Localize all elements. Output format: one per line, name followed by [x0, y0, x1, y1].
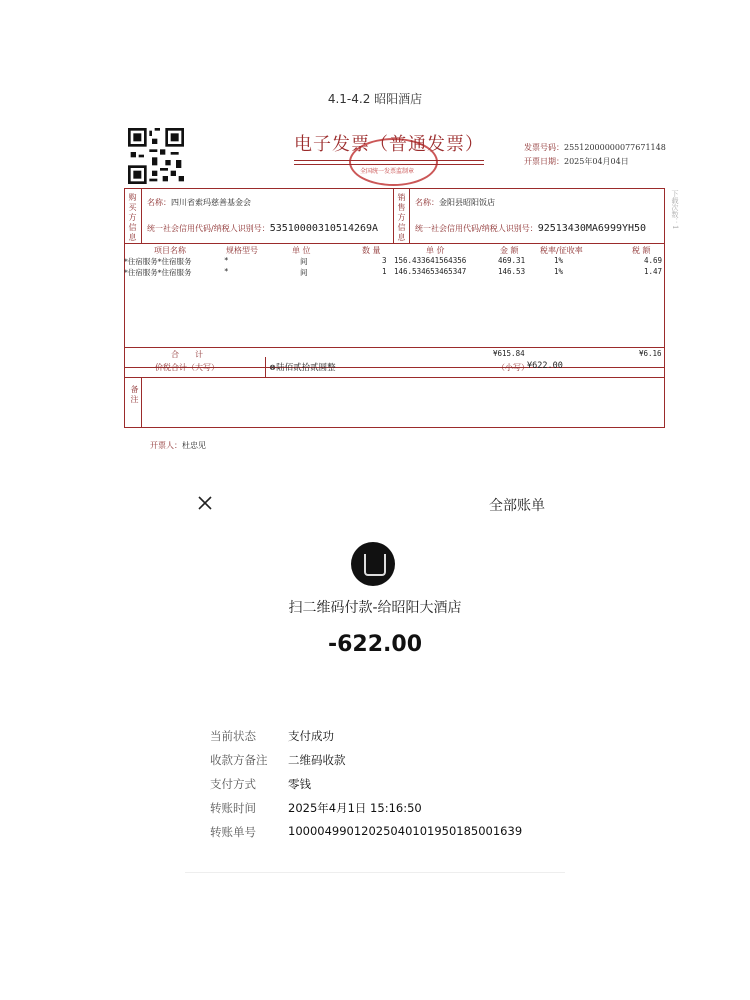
grand-small-label: （小写）: [497, 363, 529, 372]
remark-label: 备注: [130, 385, 139, 405]
col-rate: 税率/征收率: [540, 246, 583, 255]
detail-row-transfer-no: 转账单号 10000499012025040101950185001639: [210, 824, 523, 839]
total-label: 合 计: [171, 350, 203, 359]
download-count-mark: 下载次数：1: [671, 190, 679, 230]
divider: [185, 872, 565, 873]
total-tax: ¥6.16: [639, 349, 662, 358]
all-bills-link[interactable]: 全部账单: [489, 498, 545, 514]
invoice-heading: 电子发票（普通发票）: [294, 134, 484, 155]
buyer-name: 名称：四川省索玛慈善基金会: [147, 198, 251, 207]
qr-code-icon: [128, 128, 184, 184]
col-tax: 税 额: [632, 246, 651, 255]
heading-underline: [294, 160, 484, 165]
col-spec: 规格型号: [226, 246, 258, 255]
invoice-date: 开票日期：2025年04月04日: [524, 157, 629, 166]
detail-row-method: 支付方式 零钱: [210, 777, 311, 791]
invoice-table: [124, 188, 665, 428]
col-unit: 单 位: [292, 246, 311, 255]
seller-side-label: 销售方信息: [397, 193, 406, 243]
seal-text: 全国统一发票监制章: [360, 168, 415, 175]
seller-tax-id: 统一社会信用代码/纳税人识别号：92513430MA6999YH50: [415, 223, 647, 234]
document-title: 4.1-4.2 昭阳酒店: [327, 92, 423, 106]
issuer: 开票人：杜忠见: [150, 441, 206, 450]
grand-total-figure: ¥622.00: [527, 361, 563, 371]
detail-row-remark: 收款方备注 二维码收款: [210, 753, 346, 767]
close-icon[interactable]: [196, 494, 214, 512]
detail-row-status: 当前状态 支付成功: [210, 729, 334, 743]
detail-row-time: 转账时间 2025年4月1日 15:16:50: [210, 801, 422, 815]
merchant-avatar: [351, 542, 395, 586]
seller-name: 名称：金阳县昭阳饭店: [415, 198, 495, 207]
payment-amount: -622.00: [327, 632, 423, 657]
buyer-side-label: 购买方信息: [128, 193, 137, 243]
total-amount: ¥615.84: [493, 349, 525, 358]
grand-total-words: ⊗陆佰贰拾贰圆整: [269, 363, 336, 373]
electronic-invoice: 全国统一发票监制章 电子发票（普通发票） 发票号码：25512000000077671148 开票日期：2025年04月04日 购买方信息 销售方信息 名称：四川省索玛慈善基金会 统一社会信用代码/纳税人识别号：53510000310514269A 名称：金阳县昭阳饭店 统一社会信用代码/纳税人识别号：92513430MA6999YH50 备注 合 计 ¥615.84 ¥6.16 价税合计（大写） ⊗陆佰贰拾贰圆整 （小写） ¥622.00 项目名称 规格型号 单 位 数 量 单 价 金 额 税率/征收率 税 额 *住宿服务*住宿服务 * 间 3 156.433641564356 469.31 1% 4.69 *住宿服务*住宿服务 * 间 1 146.534653465347 146.53 1% 1.47 开票人：杜忠见 下载次数：1: [124, 120, 664, 460]
payee-title: 扫二维码付款-给昭阳大酒店: [288, 600, 462, 616]
payment-details: [210, 728, 522, 848]
col-qty: 数 量: [362, 246, 381, 255]
invoice-number: 发票号码：25512000000077671148: [524, 143, 666, 152]
col-amount: 金 额: [500, 246, 519, 255]
col-item-name: 项目名称: [154, 246, 186, 255]
grand-total-label: 价税合计（大写）: [155, 363, 219, 372]
buyer-tax-id: 统一社会信用代码/纳税人识别号：53510000310514269A: [147, 223, 379, 234]
col-price: 单 价: [426, 246, 445, 255]
